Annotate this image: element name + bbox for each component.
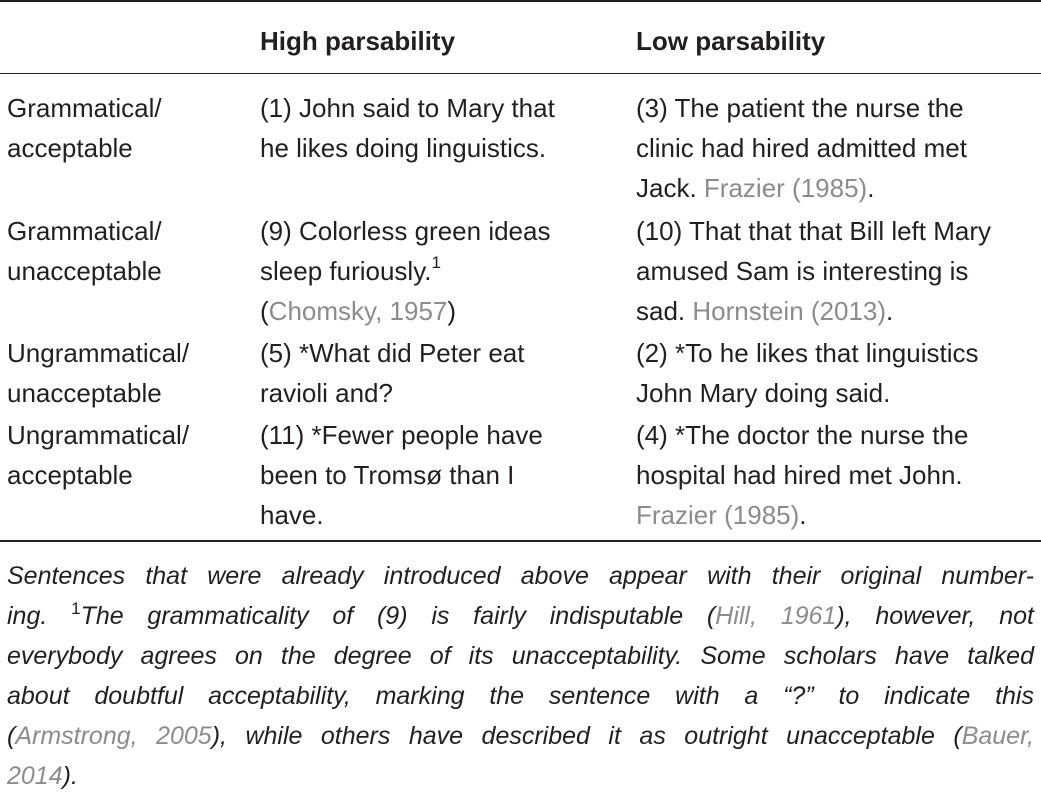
footnote-marker: 1 [71, 599, 81, 618]
cell-text: . [799, 500, 807, 530]
footnote-marker: 1 [431, 253, 441, 273]
cell-line: (2) *To he likes that linguistics [636, 338, 979, 368]
footnote-text: about doubtful acceptability, marking the sentence with a “?” to indicate this [7, 682, 1034, 710]
citation-link[interactable]: Frazier (1985) [703, 173, 868, 203]
row-label-line: acceptable [7, 460, 133, 490]
footnote-line [7, 676, 1034, 716]
cell-line: amused Sam is interesting is [636, 256, 969, 286]
table-cell-high [260, 211, 550, 331]
footnote-text: ing. [7, 602, 72, 630]
footnote-text: ), however, not [836, 602, 1034, 630]
cell-line [636, 495, 968, 535]
footnote-line [7, 596, 1034, 636]
cell-text: sleep furiously. [260, 256, 432, 286]
table-header-rule [0, 73, 1041, 74]
row-label-line: Ungrammatical/ [7, 420, 190, 450]
footnote-line [7, 716, 1034, 756]
table-footnote [7, 556, 1034, 796]
table-cell-low [636, 415, 968, 535]
table-cell-low [636, 211, 991, 331]
table-cell-high [260, 415, 543, 535]
cell-line: have. [260, 500, 324, 530]
row-label [7, 211, 162, 291]
cell-line: (4) *The doctor the nurse the [636, 420, 969, 450]
footnote-text: ). [62, 762, 78, 790]
cell-text: . [886, 296, 894, 326]
cell-line: ravioli and? [260, 378, 393, 408]
cell-line [636, 291, 991, 331]
cell-line: been to Tromsø than I [260, 460, 515, 490]
citation-link[interactable]: 2014 [7, 762, 63, 790]
footnote-text: Sentences that were already introduced above appear with their original number- [7, 562, 1034, 590]
cell-line [260, 291, 550, 331]
cell-line [260, 251, 550, 291]
table-top-rule [0, 0, 1041, 2]
citation-link[interactable]: Hornstein (2013) [692, 296, 887, 326]
footnote-line [7, 636, 1034, 676]
row-label [7, 333, 189, 413]
cell-text: ( [260, 296, 269, 326]
row-label-line: Grammatical/ [7, 216, 162, 246]
citation-link[interactable]: Hill, 1961 [715, 602, 837, 630]
table-cell-high [260, 333, 524, 413]
footnote-text: ( [7, 722, 16, 750]
table-cell-high [260, 88, 555, 168]
cell-line: (1) John said to Mary that [260, 93, 555, 123]
row-label [7, 88, 162, 168]
cell-line: hospital had hired met John. [636, 460, 963, 490]
citation-link[interactable]: Armstrong, 2005 [15, 722, 212, 750]
cell-line: clinic had hired admitted met [636, 133, 967, 163]
row-label-line: Grammatical/ [7, 93, 162, 123]
cell-text: ) [447, 296, 457, 326]
cell-line: (5) *What did Peter eat [260, 338, 525, 368]
cell-text: sad. [636, 296, 693, 326]
cell-line: he likes doing linguistics. [260, 133, 547, 163]
cell-text: . [867, 173, 875, 203]
table-cell-low [636, 88, 967, 208]
column-header-high-parsability: High parsability [260, 26, 456, 56]
cell-text: Jack. [636, 173, 704, 203]
cell-line: (3) The patient the nurse the [636, 93, 964, 123]
cell-line: John Mary doing said. [636, 378, 891, 408]
row-label-line: unacceptable [7, 256, 162, 286]
table-cell-low [636, 333, 978, 413]
footnote-text: ), while others have described it as outright unacceptable ( [211, 722, 962, 750]
footnote-line [7, 756, 1034, 796]
row-label-line: Ungrammatical/ [7, 338, 190, 368]
row-label [7, 415, 189, 495]
cell-line: (9) Colorless green ideas [260, 216, 551, 246]
cell-line [636, 168, 967, 208]
citation-link[interactable]: Bauer, [961, 722, 1034, 750]
row-label-line: unacceptable [7, 378, 162, 408]
column-header-low-parsability: Low parsability [636, 26, 826, 56]
footnote-line [7, 556, 1034, 596]
cell-line: (10) That that that Bill left Mary [636, 216, 991, 246]
row-label-line: acceptable [7, 133, 133, 163]
footnote-text: everybody agrees on the degree of its unacceptability. Some scholars have talked [7, 642, 1034, 670]
footnote-text: The grammaticality of (9) is fairly indisputable ( [80, 602, 716, 630]
cell-line: (11) *Fewer people have [260, 420, 543, 450]
table-bottom-rule [0, 540, 1041, 542]
citation-link[interactable]: Frazier (1985) [636, 500, 800, 530]
citation-link[interactable]: Chomsky, 1957 [268, 296, 448, 326]
